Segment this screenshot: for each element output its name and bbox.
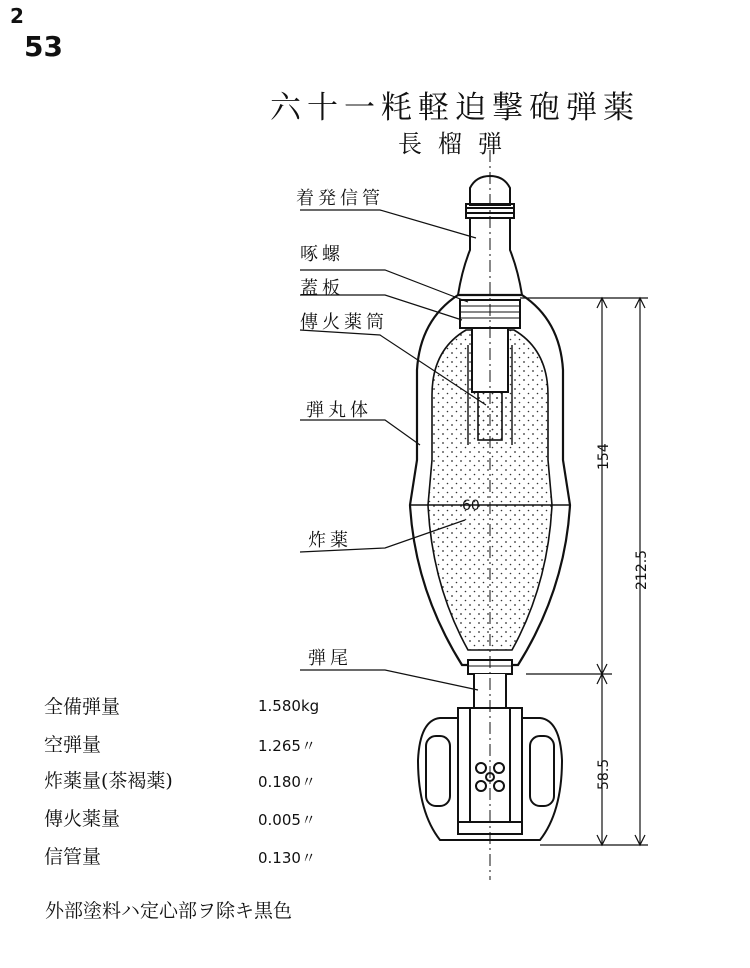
spec-value-empty-weight: 1.265〃 bbox=[258, 737, 316, 755]
spec-label-fuze-weight: 信管量 bbox=[44, 846, 102, 868]
spec-value-fuze-weight: 0.130〃 bbox=[258, 849, 316, 867]
dim-body-length: 154 bbox=[596, 443, 612, 470]
label-booster-tube: 傳火薬筒 bbox=[300, 312, 388, 333]
dim-diameter: 60 bbox=[462, 498, 480, 514]
diagram-subtitle: 長榴弾 bbox=[398, 130, 518, 158]
spec-label-explosive-weight: 炸薬量(茶褐薬) bbox=[44, 770, 173, 792]
spec-label-booster-weight: 傳火薬量 bbox=[44, 808, 121, 830]
label-beak-screw: 啄螺 bbox=[300, 244, 344, 265]
label-cover-plate: 蓋板 bbox=[300, 278, 344, 299]
spec-value-total-weight: 1.580kg bbox=[258, 697, 320, 715]
page-number-small: 2 bbox=[10, 4, 24, 28]
spec-label-empty-weight: 空弾量 bbox=[44, 734, 102, 756]
page-number-large: 53 bbox=[24, 30, 63, 63]
label-fuze: 着発信管 bbox=[296, 188, 384, 209]
label-explosive: 炸薬 bbox=[308, 530, 352, 551]
spec-value-booster-weight: 0.005〃 bbox=[258, 811, 316, 829]
dim-total-length: 212.5 bbox=[634, 549, 650, 590]
spec-label-total-weight: 全備弾量 bbox=[44, 696, 121, 718]
dim-tail-length: 58.5 bbox=[596, 758, 612, 790]
footnote: 外部塗料ハ定心部ヲ除キ黒色 bbox=[45, 900, 293, 922]
label-tail: 弾尾 bbox=[308, 648, 352, 669]
diagram-title: 六十一粍軽迫撃砲弾薬 bbox=[270, 90, 640, 126]
spec-value-explosive-weight: 0.180〃 bbox=[258, 773, 316, 791]
label-body: 弾丸体 bbox=[306, 400, 372, 421]
